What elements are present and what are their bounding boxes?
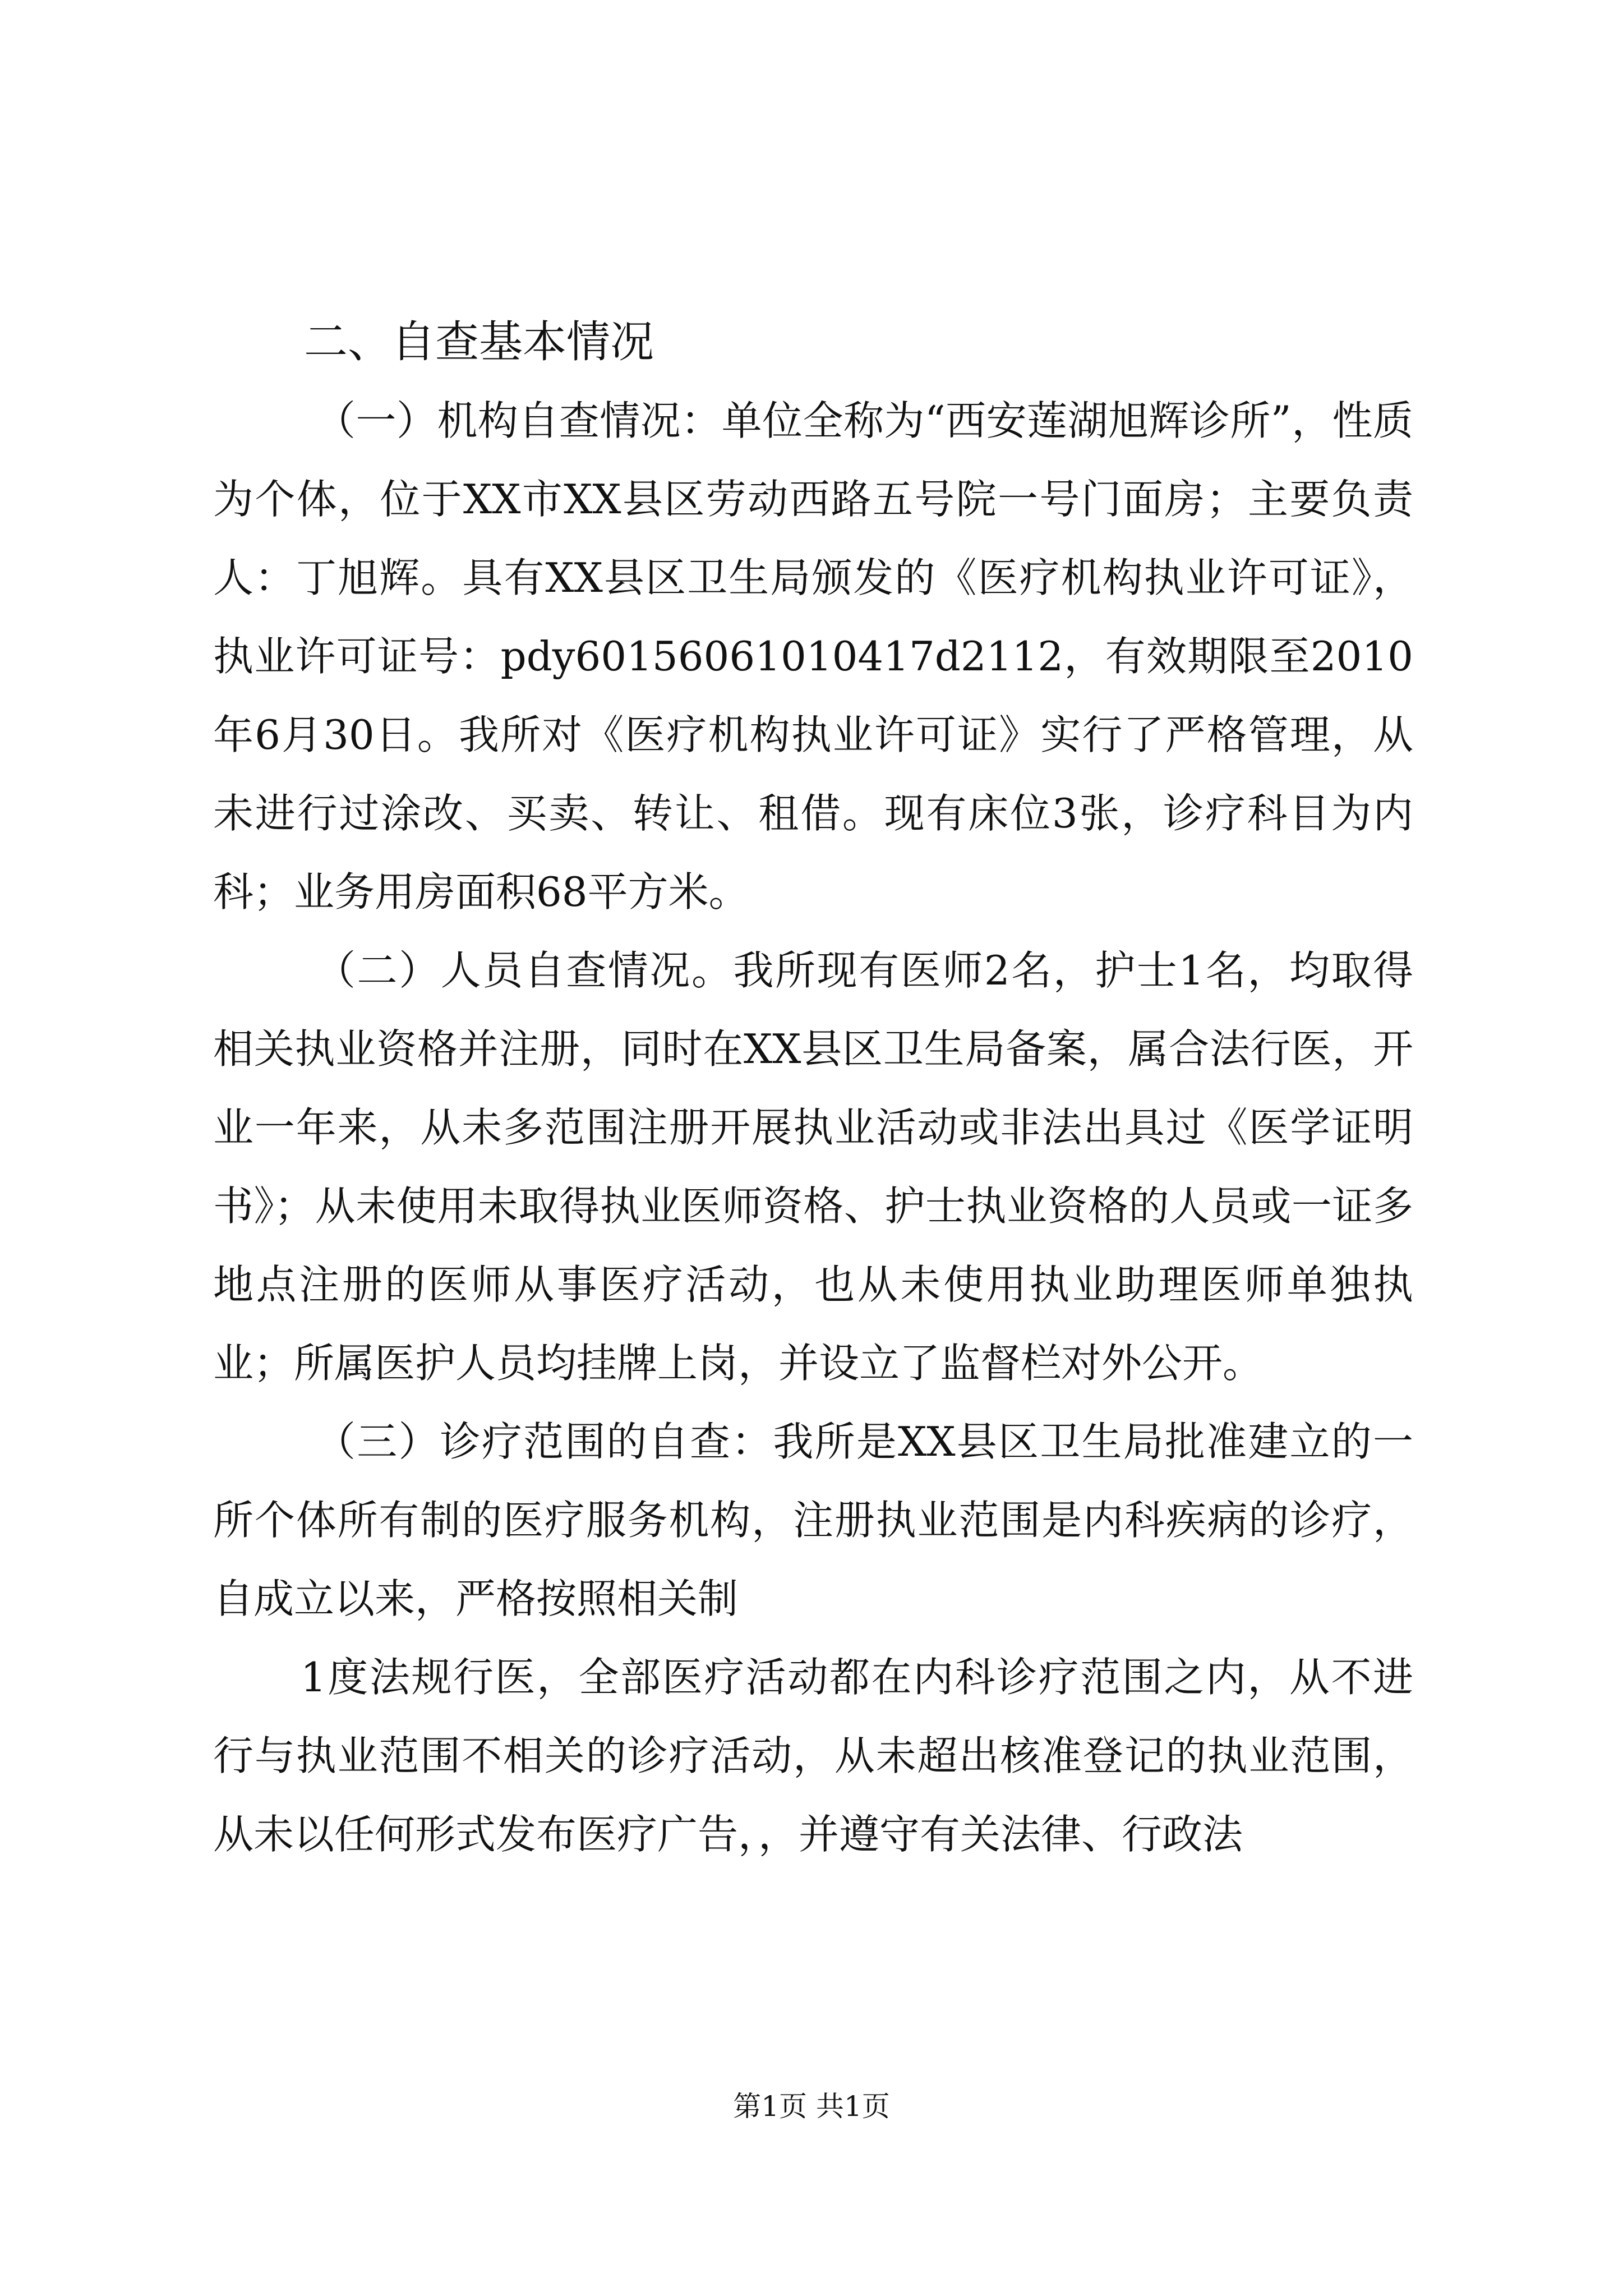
paragraph-institution-check: （一）机构自查情况：单位全称为“西安莲湖旭辉诊所”，性质为个体，位于XX市XX县区劳动西路五号院一号门面房；主要负责人：丁旭辉。具有XX县区卫生局颁发的《医疗机构执业许可证》，执业许可证号：pdy60156061010417d2112，有效期限至2010年6月30日。我所对《医疗机构执业许可证》实行了严格管理，从未进行过涂改、买卖、转让、租借。现有床位3张，诊疗科目为内科；业务用房面积68平方米。	[213, 397, 1413, 915]
page-footer: 第1页 共1页	[733, 2090, 890, 2123]
paragraph-scope-check: （三）诊疗范围的自查：我所是XX县区卫生局批准建立的一所个体所有制的医疗服务机构，注册执业范围是内科疾病的诊疗，自成立以来，严格按照相关制	[213, 1418, 1413, 1622]
paragraph-continuation: 1度法规行医，全部医疗活动都在内科诊疗范围之内，从不进行与执业范围不相关的诊疗活动，从未超出核准登记的执业范围，从未以任何形式发布医疗广告，，并遵守有关法律、行政法	[213, 1654, 1413, 1858]
paragraph-personnel-check: （二）人员自查情况。我所现有医师2名，护士1名，均取得相关执业资格并注册，同时在XX县区卫生局备案，属合法行医，开业一年来，从未多范围注册开展执业活动或非法出具过《医学证明书》；从未使用未取得执业医师资格、护士执业资格的人员或一证多地点注册的医师从事医疗活动，也从未使用执业助理医师单独执业；所属医护人员均挂牌上岗，并设立了监督栏对外公开。	[213, 947, 1413, 1387]
section-heading: 二、自查基本情况	[304, 317, 654, 367]
document-body	[213, 303, 1413, 1874]
